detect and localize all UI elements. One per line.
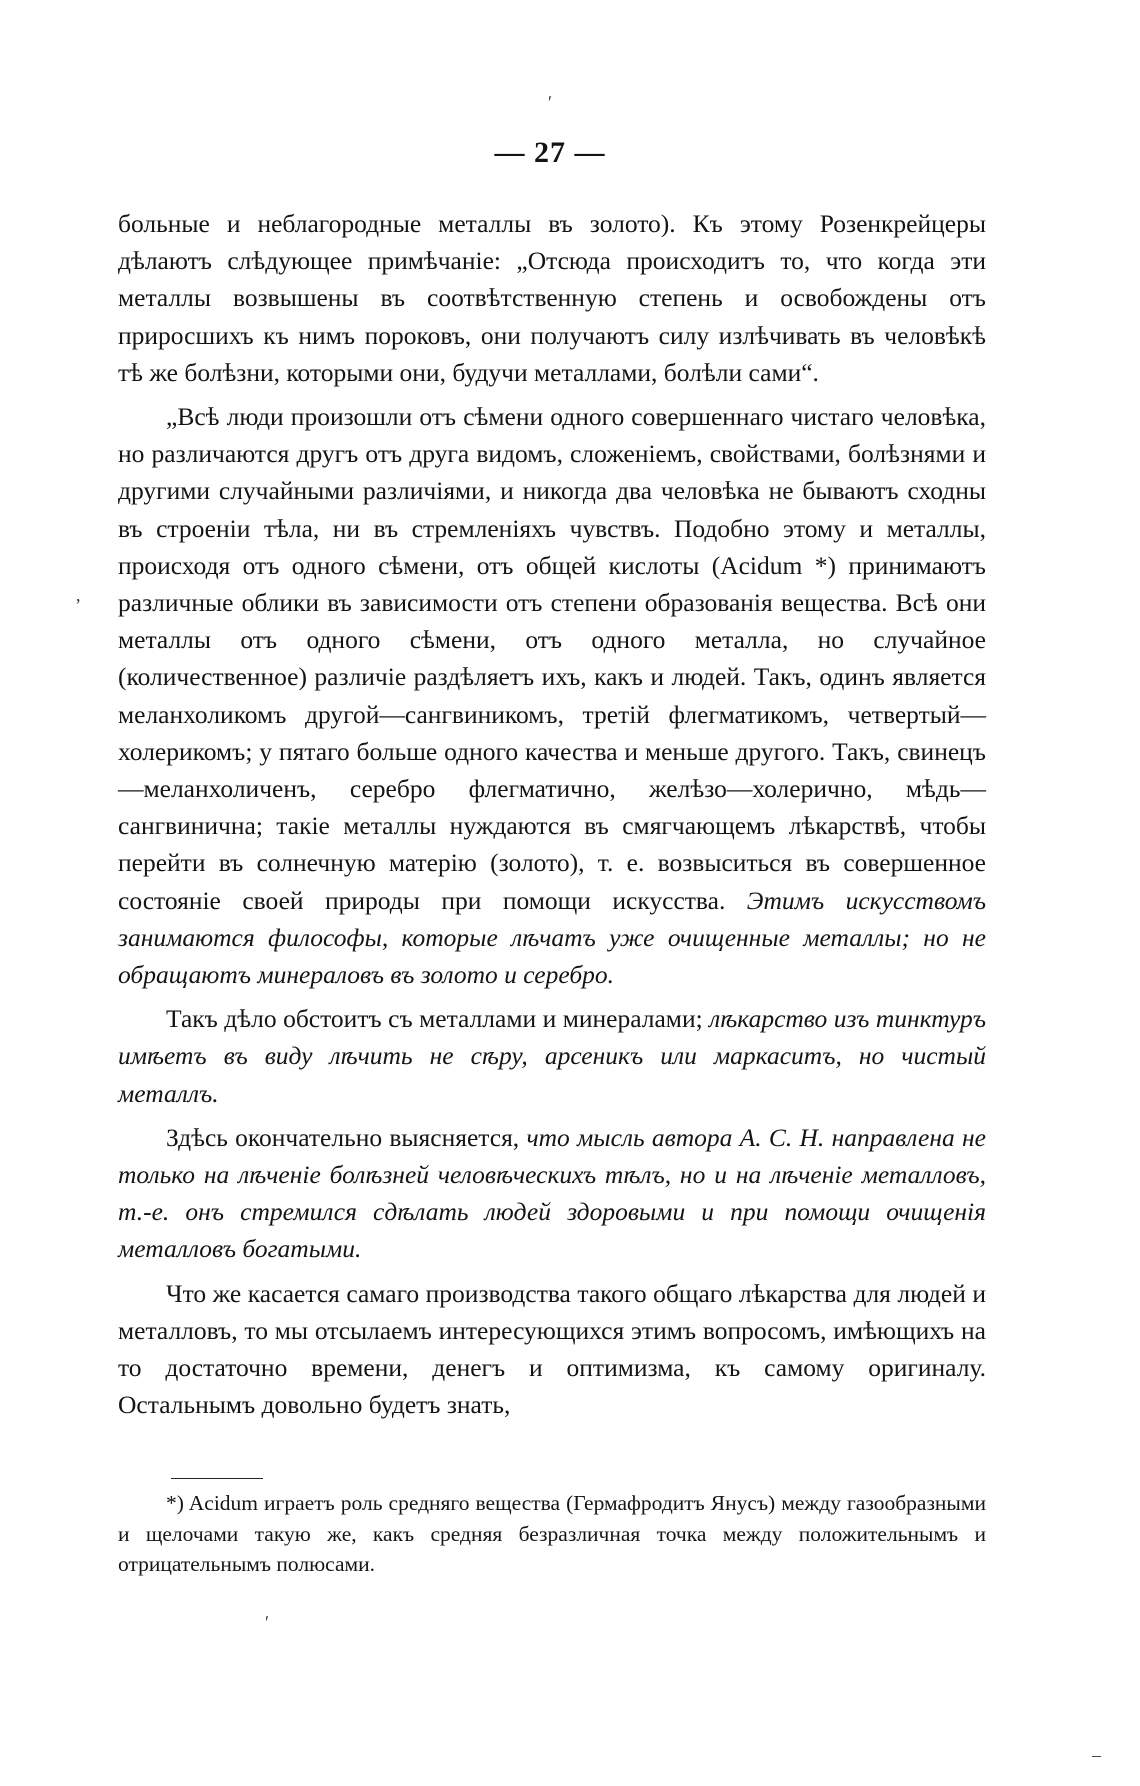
paragraph-3-run-2-italic: лѣкарство изъ тинктуръ имѣетъ въ виду лѣчить не сѣру, арсеникъ или маркаситъ, но чистый металлъ.: [118, 1004, 987, 1108]
paragraph-1: [118, 205, 986, 391]
paragraph-1-run-1: больные и неблагородные металлы въ золото). Къ этому Розенкрейцеры дѣлаютъ слѣдующее примѣчаніе: „Отсюда происходитъ то, что когда эти металлы возвышены въ соотвѣтственную степень и освобождены отъ приросшихъ къ нимъ пороковъ, они получаютъ силу излѣчивать въ человѣкѣ тѣ же болѣзни, которыми они, будучи металлами, болѣли сами“.: [118, 209, 986, 387]
paragraph-4-run-1: Здѣсь окончательно выясняется,: [166, 1122, 527, 1152]
scan-speck-mark: ʹ: [265, 1612, 269, 1632]
scan-speck-mark: ,: [76, 585, 81, 605]
paragraph-3: [118, 1000, 986, 1112]
paragraph-4: [118, 1119, 986, 1268]
paragraph-2-run-2-italic: Этимъ искусствомъ занимаются философы, которые лѣчатъ уже очищенные металлы; но не обращаютъ минераловъ въ золото и серебро.: [118, 885, 986, 990]
page-number: — 27 —: [494, 136, 606, 169]
paragraph-4-run-2-italic: что мысль автора А. С. Н. направлена не только на лѣченіе болѣзней человѣческихъ тѣлъ, но и на лѣченіе металловъ, т.-е. онъ стремился сдѣлать людей здоровыми и при помощи очищенія металловъ богатыми.: [118, 1122, 986, 1264]
paragraph-5: [118, 1275, 986, 1424]
footnote-divider: [171, 1478, 263, 1479]
paragraph-2: [118, 398, 986, 993]
paragraph-3-run-1: Такъ дѣло обстоитъ съ металлами и минералами;: [166, 1004, 710, 1034]
footnote: *) Acidum играетъ роль средняго вещества (Гермафродитъ Янусъ) между газообразными и щелочами такую же, какъ средняя безразличная точка между положительнымъ и отрицательнымъ полюсами.: [118, 1491, 986, 1576]
paragraph-2-run-1: „Всѣ люди произошли отъ сѣмени одного совершеннаго чистаго человѣка, но различаются другъ отъ друга видомъ, сложеніемъ, свойствами, болѣзнями и другими случайными различіями, и никогда два человѣка не бываютъ сходны въ строеніи тѣла, ни въ стремленіяхъ чувствъ. Подобно этому и металлы, происходя отъ одного сѣмени, отъ общей кислоты (Acidum *) принимаютъ различные облики въ зависимости отъ степени образованія вещества. Всѣ они металлы отъ одного сѣмени, отъ одного металла, но случайное (количественное) различіе раздѣляетъ ихъ, какъ и людей. Такъ, одинъ является меланхоликомъ другой—сангвиникомъ, третій флегматикомъ, четвертый—холерикомъ; у пятаго больше одного качества и меньше другого. Такъ, свинецъ—меланхоличенъ, серебро флегматично, желѣзо—холерично, мѣдь—сангвинична; такіе металлы нуждаются въ смягчающемъ лѣкарствѣ, чтобы перейти въ солнечную матерію (золото), т. е. возвыситься въ совершенное состояніе своей природы при помощи искусства.: [118, 402, 986, 915]
body-text: [118, 205, 986, 1431]
paragraph-5-run-1: Что же касается самаго производства такого общаго лѣкарства для людей и металловъ, то мы отсылаемъ интересующихся этимъ вопросомъ, имѣющихъ на то достаточно времени, денегъ и оптимизма, къ самому оригиналу. Остальнымъ довольно будетъ знать,: [118, 1278, 986, 1420]
scan-speck-mark: –: [1092, 1745, 1101, 1765]
scan-speck-mark: ʹ: [548, 92, 552, 112]
